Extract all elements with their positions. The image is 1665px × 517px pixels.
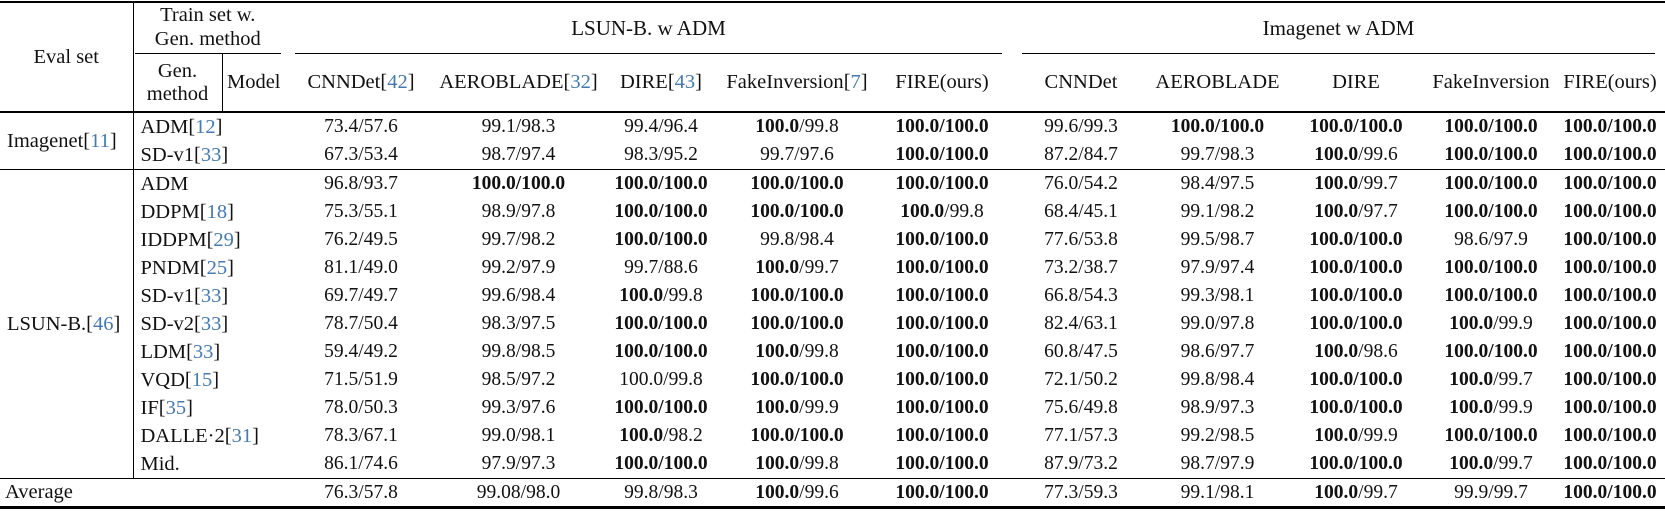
value-cell: 100.0/98.2 [619, 425, 703, 446]
value-cell: 99.6/99.3 [1044, 116, 1118, 137]
value-cell: 99.4/96.4 [624, 116, 698, 137]
method-column-header: CNNDet [1012, 54, 1150, 112]
table-row [0, 198, 1665, 226]
value-cell: 100.0/100.0 [895, 116, 989, 137]
value-cell: 100.0/100.0 [895, 257, 989, 278]
value-cell: 100.0/100.0 [1444, 341, 1538, 362]
value-cell: 99.9/99.7 [1427, 479, 1555, 508]
value-cell: 100.0/100.0 [614, 453, 708, 474]
value-cell: 99.3/97.6 [481, 397, 556, 418]
table-row [0, 254, 1665, 282]
value-cell: 99.8/98.4 [1180, 369, 1255, 390]
value-cell: 100.0/100.0 [1563, 453, 1657, 474]
table-row [0, 310, 1665, 338]
value-cell: 81.1/49.0 [324, 257, 398, 278]
value-cell: 100.0/99.9 [755, 397, 839, 418]
value-cell: 99.3/98.1 [1180, 285, 1255, 306]
value-cell: 75.6/49.8 [1044, 397, 1118, 418]
value-cell: 59.4/49.2 [324, 341, 398, 362]
gen-method-header-line2: method [146, 82, 209, 105]
citation-link[interactable]: 32 [570, 71, 591, 93]
value-cell: 98.6/97.7 [1180, 341, 1255, 362]
value-cell: 100.0/99.8 [619, 285, 703, 306]
value-cell: 100.0/99.8 [755, 341, 839, 362]
value-cell: 100.0/100.0 [1444, 285, 1538, 306]
method-column-header: AEROBLADE[32] [437, 54, 600, 112]
value-cell: 100.0/100.0 [1309, 369, 1403, 390]
value-cell: 100.0/100.0 [1444, 116, 1538, 137]
value-cell: 100.0/98.6 [1314, 341, 1398, 362]
column-group-imagenet-label: Imagenet w ADM [1262, 15, 1415, 40]
value-cell: 60.8/47.5 [1044, 341, 1118, 362]
value-cell: 76.2/49.5 [324, 229, 398, 250]
table-row [0, 366, 1665, 394]
column-group-header-lsun [285, 2, 1012, 54]
value-cell: 77.3/59.3 [1012, 479, 1150, 508]
model-cell: Mid. [140, 452, 180, 475]
train-set-header [133, 2, 285, 54]
train-set-header-cell [135, 4, 282, 54]
value-cell: 100.0/99.9 [1449, 313, 1533, 334]
value-cell: 100.0/100.0 [1563, 369, 1657, 390]
value-cell: 96.8/93.7 [324, 173, 398, 194]
value-cell: 100.0/100.0 [750, 285, 844, 306]
value-cell: 100.0/100.0 [614, 173, 708, 194]
citation-link[interactable]: 31 [231, 424, 253, 447]
model-header [222, 54, 285, 112]
value-cell: 100.0/100.0 [471, 173, 566, 194]
value-cell: 78.7/50.4 [324, 313, 398, 334]
citation-link[interactable]: 33 [200, 312, 222, 335]
value-cell: 73.4/57.6 [324, 116, 398, 137]
value-cell: 87.2/84.7 [1012, 141, 1150, 170]
value-cell: 100.0/100.0 [614, 341, 708, 362]
model-cell: SD-v2[33] [140, 312, 229, 335]
model-cell: DDPM[18] [140, 200, 234, 223]
value-cell: 100.0/99.7 [1314, 173, 1398, 194]
value-cell: 100.0/100.0 [1563, 425, 1657, 446]
method-column-header: DIRE [1285, 54, 1427, 112]
value-cell: 100.0/100.0 [750, 313, 844, 334]
eval-set-cell: Imagenet[11] [0, 112, 133, 170]
column-group-header-imagenet [1012, 2, 1665, 54]
method-column-header: FIRE(ours) [872, 54, 1012, 112]
value-cell: 100.0/100.0 [750, 173, 844, 194]
value-cell: 71.5/51.9 [324, 369, 398, 390]
value-cell: 100.0/99.6 [722, 479, 872, 508]
method-column-header: FIRE(ours) [1555, 54, 1665, 112]
value-cell: 99.08/98.0 [437, 479, 600, 508]
value-cell: 98.7/97.4 [437, 141, 600, 170]
eval-set-header-label: Eval set [33, 45, 99, 68]
value-cell: 100.0/100.0 [1555, 141, 1665, 170]
value-cell: 100.0/100.0 [1563, 257, 1657, 278]
value-cell: 100.0/100.0 [895, 229, 989, 250]
value-cell: 100.0/100.0 [750, 369, 844, 390]
train-set-header-line2: Gen. method [154, 28, 261, 50]
table-row [0, 282, 1665, 310]
value-cell: 66.8/54.3 [1044, 285, 1118, 306]
gen-method-header [133, 54, 222, 112]
table-row [0, 112, 1665, 141]
model-cell: VQD[15] [140, 368, 220, 391]
citation-link[interactable]: 43 [674, 71, 696, 93]
citation-link[interactable]: 42 [387, 71, 408, 93]
value-cell: 76.3/57.8 [285, 479, 437, 508]
average-row [0, 479, 1665, 508]
value-cell: 67.3/53.4 [285, 141, 437, 170]
value-cell: 100.0/100.0 [1563, 116, 1657, 137]
value-cell: 100.0/100.0 [614, 229, 708, 250]
value-cell: 100.0/100.0 [895, 173, 989, 194]
model-cell: ADM[12] [140, 115, 223, 138]
value-cell: 98.3/97.5 [481, 313, 556, 334]
table-row [0, 338, 1665, 366]
model-header-label: Model [226, 71, 281, 93]
citation-link[interactable]: 25 [206, 256, 228, 279]
citation-link[interactable]: 33 [192, 340, 214, 363]
model-cell: DALLE·2[31] [140, 424, 259, 447]
column-group-lsun-label: LSUN-B. w ADM [571, 15, 726, 40]
table-row [0, 141, 1665, 170]
value-cell: 77.6/53.8 [1044, 229, 1118, 250]
value-cell: 100.0/99.8 [755, 453, 839, 474]
value-cell: 99.0/98.1 [481, 425, 556, 446]
results-table [0, 1, 1665, 509]
average-label: Average [0, 479, 285, 508]
value-cell: 99.1/98.2 [1180, 201, 1255, 222]
value-cell: 100.0/99.7 [1449, 369, 1533, 390]
value-cell: 100.0/100.0 [872, 141, 1012, 170]
value-cell: 100.0/100.0 [1563, 285, 1657, 306]
value-cell: 100.0/100.0 [1555, 479, 1665, 508]
value-cell: 100.0/100.0 [872, 479, 1012, 508]
value-cell: 100.0/99.8 [755, 116, 839, 137]
citation-link[interactable]: 18 [206, 200, 228, 223]
value-cell: 100.0/100.0 [895, 341, 989, 362]
value-cell: 100.0/100.0 [1563, 313, 1657, 334]
value-cell: 100.0/100.0 [895, 313, 989, 334]
model-cell: SD-v1[33] [140, 284, 229, 307]
value-cell: 97.9/97.3 [481, 453, 556, 474]
value-cell: 100.0/100.0 [1309, 453, 1403, 474]
value-cell: 99.7/88.6 [624, 257, 698, 278]
table-header [0, 2, 1665, 112]
table-body [0, 112, 1665, 508]
citation-link[interactable]: 7 [850, 71, 861, 93]
value-cell: 97.9/97.4 [1180, 257, 1255, 278]
value-cell: 100.0/100.0 [895, 453, 989, 474]
value-cell: 100.0/100.0 [1563, 341, 1657, 362]
value-cell: 77.1/57.3 [1044, 425, 1118, 446]
value-cell: 99.2/97.9 [481, 257, 556, 278]
value-cell: 99.1/98.3 [481, 116, 556, 137]
model-cell: IDDPM[29] [140, 228, 241, 251]
value-cell: 99.7/98.3 [1150, 141, 1285, 170]
method-column-header: DIRE[43] [600, 54, 722, 112]
value-cell: 100.0/100.0 [614, 397, 708, 418]
eval-set-header [0, 2, 133, 112]
value-cell: 98.3/95.2 [600, 141, 722, 170]
value-cell: 99.7/98.2 [481, 229, 556, 250]
value-cell: 99.8/98.3 [600, 479, 722, 508]
value-cell: 82.4/63.1 [1044, 313, 1118, 334]
value-cell: 100.0/100.0 [1563, 397, 1657, 418]
value-cell: 100.0/99.8 [619, 369, 703, 390]
value-cell: 72.1/50.2 [1044, 369, 1118, 390]
value-cell: 100.0/100.0 [1444, 257, 1538, 278]
table-row [0, 394, 1665, 422]
value-cell: 100.0/100.0 [750, 201, 844, 222]
value-cell: 75.3/55.1 [324, 201, 398, 222]
value-cell: 100.0/99.8 [900, 201, 984, 222]
method-column-header: CNNDet[42] [285, 54, 437, 112]
value-cell: 100.0/99.9 [1449, 397, 1533, 418]
method-column-header: FakeInversion [1427, 54, 1555, 112]
model-cell: PNDM[25] [140, 256, 234, 279]
value-cell: 100.0/100.0 [895, 397, 989, 418]
value-cell: 99.6/98.4 [481, 285, 556, 306]
value-cell: 87.9/73.2 [1044, 453, 1118, 474]
citation-link[interactable]: 46 [93, 312, 114, 335]
method-column-header: FakeInversion[7] [722, 54, 872, 112]
model-cell: IF[35] [140, 396, 193, 419]
value-cell: 76.0/54.2 [1044, 173, 1118, 194]
model-cell: SD-v1[33] [133, 141, 285, 170]
model-cell: ADM [140, 172, 189, 195]
value-cell: 78.3/67.1 [324, 425, 398, 446]
value-cell: 68.4/45.1 [1044, 201, 1118, 222]
value-cell: 100.0/99.9 [1314, 425, 1398, 446]
value-cell: 100.0/100.0 [1309, 397, 1403, 418]
model-cell: LDM[33] [140, 340, 221, 363]
value-cell: 100.0/99.7 [755, 257, 839, 278]
value-cell: 100.0/100.0 [1444, 425, 1538, 446]
value-cell: 99.5/98.7 [1180, 229, 1255, 250]
value-cell: 100.0/100.0 [1563, 173, 1657, 194]
citation-link[interactable]: 11 [90, 129, 110, 152]
value-cell: 100.0/100.0 [1170, 116, 1265, 137]
value-cell: 100.0/99.7 [1285, 479, 1427, 508]
column-group-imagenet-cell [1022, 4, 1655, 54]
value-cell: 100.0/100.0 [1427, 141, 1555, 170]
citation-link[interactable]: 15 [191, 368, 213, 391]
table-row [0, 226, 1665, 254]
table-row [0, 450, 1665, 479]
value-cell: 100.0/100.0 [1563, 229, 1657, 250]
value-cell: 100.0/100.0 [614, 313, 708, 334]
value-cell: 100.0/100.0 [614, 201, 708, 222]
value-cell: 100.0/100.0 [1444, 201, 1538, 222]
value-cell: 100.0/100.0 [1309, 285, 1403, 306]
value-cell: 100.0/100.0 [1309, 116, 1403, 137]
table-row [0, 422, 1665, 450]
method-column-header: AEROBLADE [1150, 54, 1285, 112]
value-cell: 100.0/100.0 [1309, 257, 1403, 278]
citation-link[interactable]: 33 [200, 284, 222, 307]
value-cell: 98.6/97.9 [1454, 229, 1528, 250]
value-cell: 99.7/97.6 [722, 141, 872, 170]
value-cell: 86.1/74.6 [324, 453, 398, 474]
value-cell: 98.5/97.2 [481, 369, 556, 390]
value-cell: 100.0/100.0 [895, 369, 989, 390]
value-cell: 78.0/50.3 [324, 397, 398, 418]
value-cell: 69.7/49.7 [324, 285, 398, 306]
value-cell: 98.9/97.3 [1180, 397, 1255, 418]
paper-table-page [0, 1, 1665, 509]
value-cell: 99.8/98.4 [760, 229, 834, 250]
value-cell: 73.2/38.7 [1044, 257, 1118, 278]
value-cell: 98.9/97.8 [481, 201, 556, 222]
value-cell: 100.0/100.0 [1309, 313, 1403, 334]
citation-link[interactable]: 35 [165, 396, 187, 419]
value-cell: 100.0/99.6 [1285, 141, 1427, 170]
value-cell: 99.2/98.5 [1180, 425, 1255, 446]
value-cell: 99.8/98.5 [481, 341, 556, 362]
train-set-header-line1: Train set w. [160, 4, 256, 27]
value-cell: 100.0/100.0 [750, 425, 844, 446]
citation-link[interactable]: 12 [195, 115, 216, 138]
value-cell: 100.0/97.7 [1314, 201, 1398, 222]
table-row [0, 170, 1665, 199]
value-cell: 98.7/97.9 [1180, 453, 1255, 474]
citation-link[interactable]: 33 [200, 143, 222, 166]
table-row [0, 54, 1665, 112]
gen-method-header-line1: Gen. [157, 59, 198, 82]
value-cell: 98.4/97.5 [1180, 173, 1255, 194]
value-cell: 100.0/100.0 [1563, 201, 1657, 222]
value-cell: 100.0/100.0 [1444, 173, 1538, 194]
value-cell: 99.0/97.8 [1180, 313, 1255, 334]
table-row [0, 2, 1665, 54]
value-cell: 100.0/100.0 [1309, 229, 1403, 250]
value-cell: 99.1/98.1 [1150, 479, 1285, 508]
value-cell: 100.0/99.7 [1449, 453, 1533, 474]
eval-set-cell: LSUN-B.[46] [0, 170, 133, 479]
value-cell: 100.0/100.0 [895, 425, 989, 446]
column-group-lsun-cell [295, 4, 1002, 54]
citation-link[interactable]: 29 [213, 228, 234, 251]
value-cell: 100.0/100.0 [895, 285, 989, 306]
